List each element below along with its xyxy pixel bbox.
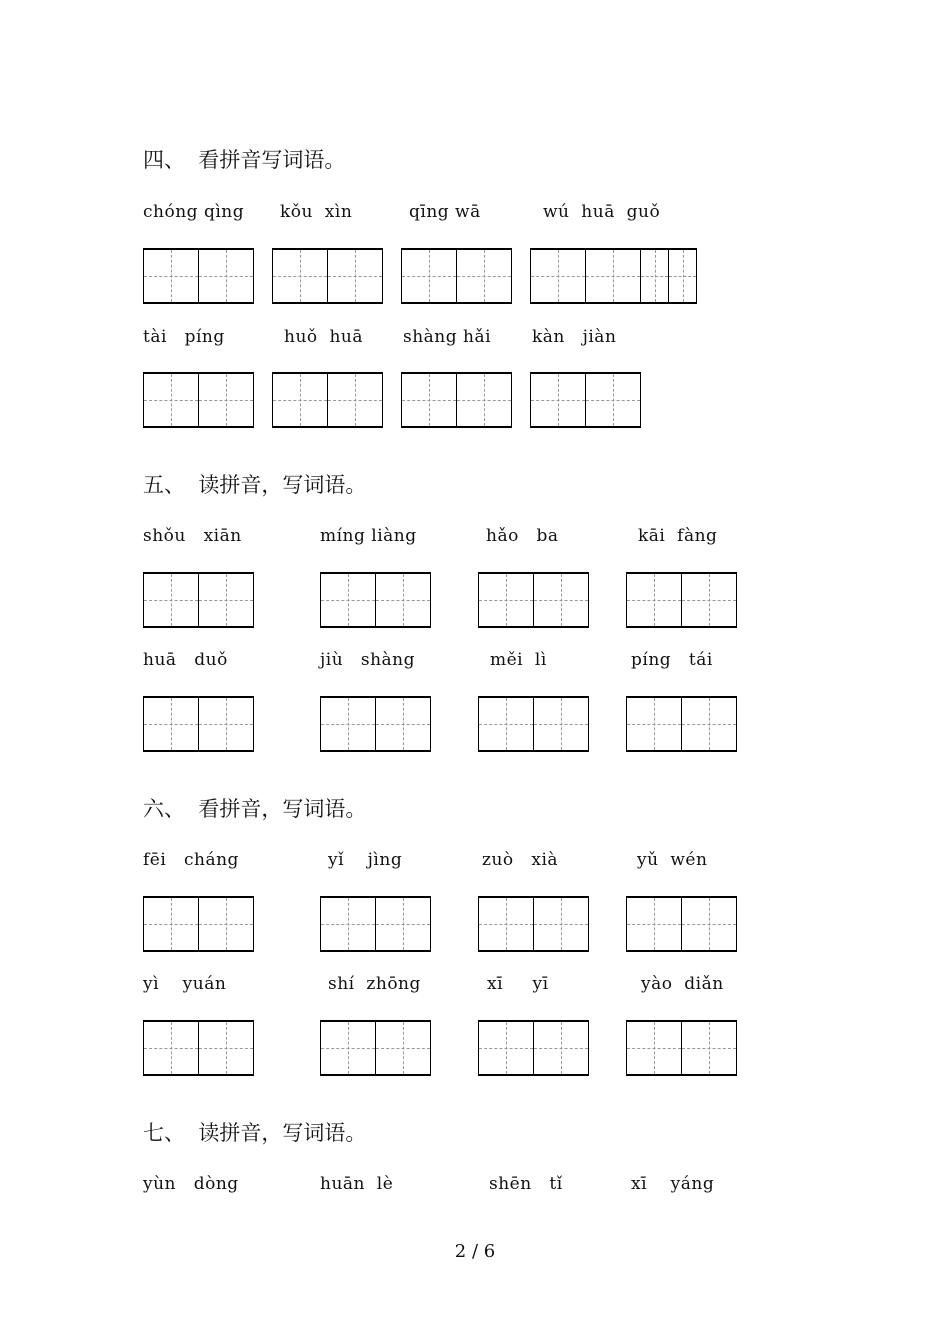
writing-box-s6-r1-4[interactable] (626, 896, 737, 952)
pinyin-s5-r2-4: píng tái (631, 650, 713, 670)
writing-cell[interactable] (531, 248, 586, 304)
pinyin-s5-r1-3: hǎo ba (486, 526, 559, 546)
section-number: 六、 (143, 797, 185, 821)
writing-cell[interactable] (534, 696, 588, 752)
writing-cell[interactable] (457, 248, 511, 304)
writing-cell[interactable] (682, 896, 736, 952)
section-title: 看拼音，写词语。 (198, 797, 367, 821)
writing-cell[interactable] (144, 572, 199, 628)
writing-cell[interactable] (144, 696, 199, 752)
writing-cell[interactable] (682, 696, 736, 752)
writing-cell[interactable] (321, 572, 376, 628)
writing-cell[interactable] (586, 248, 641, 304)
writing-cell[interactable] (479, 572, 534, 628)
pinyin-s4-r2-3: shàng hǎi (403, 327, 492, 347)
writing-cell[interactable] (627, 696, 682, 752)
writing-box-s5-r2-4[interactable] (626, 696, 737, 752)
section-number: 五、 (143, 473, 185, 497)
pinyin-s4-r1-3: qīng wā (409, 202, 481, 222)
pinyin-s7-r1-2: huān lè (320, 1174, 394, 1194)
writing-box-s5-r2-3[interactable] (478, 696, 589, 752)
writing-box-s5-r1-4[interactable] (626, 572, 737, 628)
writing-box-s4-r1-4[interactable] (530, 248, 697, 304)
writing-cell[interactable] (376, 572, 430, 628)
writing-cell[interactable] (534, 572, 588, 628)
writing-box-s5-r2-2[interactable] (320, 696, 431, 752)
writing-box-s4-r1-2[interactable] (272, 248, 383, 304)
pinyin-s5-r1-1: shǒu xiān (143, 526, 242, 546)
writing-cell[interactable] (534, 896, 588, 952)
writing-cell[interactable] (199, 696, 253, 752)
pinyin-s4-r2-4: kàn jiàn (532, 327, 617, 347)
writing-cell[interactable] (669, 248, 696, 304)
section-7-heading (143, 1121, 366, 1145)
writing-box-s4-r2-4[interactable] (530, 372, 641, 428)
pinyin-s6-r1-4: yǔ wén (637, 850, 708, 870)
writing-cell[interactable] (199, 248, 253, 304)
pinyin-s4-r1-1: chóng qìng (143, 202, 245, 222)
writing-cell[interactable] (376, 1020, 430, 1076)
section-number: 四、 (143, 148, 185, 172)
writing-cell[interactable] (144, 372, 199, 428)
writing-box-s5-r1-1[interactable] (143, 572, 254, 628)
pinyin-s6-r2-2: shí zhōng (328, 974, 421, 994)
writing-cell[interactable] (328, 248, 382, 304)
writing-cell[interactable] (321, 1020, 376, 1076)
section-number: 七、 (143, 1121, 185, 1145)
section-title: 读拼音，写词语。 (198, 473, 367, 497)
writing-box-s6-r1-2[interactable] (320, 896, 431, 952)
writing-cell[interactable] (199, 896, 253, 952)
writing-cell[interactable] (376, 896, 430, 952)
writing-box-s6-r2-2[interactable] (320, 1020, 431, 1076)
pinyin-s4-r1-4: wú huā guǒ (543, 202, 661, 222)
writing-box-s4-r2-1[interactable] (143, 372, 254, 428)
pinyin-s5-r1-4: kāi fàng (638, 526, 718, 546)
writing-cell[interactable] (479, 896, 534, 952)
pinyin-s7-r1-3: shēn tǐ (489, 1174, 563, 1194)
writing-box-s6-r2-1[interactable] (143, 1020, 254, 1076)
pinyin-s7-r1-4: xī yáng (631, 1174, 715, 1194)
section-4-heading (143, 148, 345, 172)
writing-box-s4-r2-3[interactable] (401, 372, 512, 428)
writing-box-s6-r1-1[interactable] (143, 896, 254, 952)
pinyin-s7-r1-1: yùn dòng (143, 1174, 239, 1194)
writing-cell[interactable] (479, 696, 534, 752)
pinyin-s6-r1-2: yǐ jìng (328, 850, 403, 870)
writing-box-s6-r2-4[interactable] (626, 1020, 737, 1076)
writing-cell[interactable] (321, 896, 376, 952)
writing-cell[interactable] (531, 372, 586, 428)
writing-cell[interactable] (199, 572, 253, 628)
writing-cell[interactable] (199, 372, 253, 428)
writing-box-s5-r1-2[interactable] (320, 572, 431, 628)
writing-cell[interactable] (627, 1020, 682, 1076)
writing-cell[interactable] (402, 248, 457, 304)
pinyin-s5-r1-2: míng liàng (320, 526, 417, 546)
pinyin-s4-r2-2: huǒ huā (284, 327, 363, 347)
writing-cell[interactable] (328, 372, 382, 428)
section-title: 读拼音，写词语。 (198, 1121, 367, 1145)
writing-cell[interactable] (273, 372, 328, 428)
writing-cell[interactable] (457, 372, 511, 428)
pinyin-s6-r2-4: yào diǎn (641, 974, 724, 994)
writing-cell[interactable] (586, 372, 640, 428)
writing-cell[interactable] (144, 896, 199, 952)
section-title: 看拼音写词语。 (198, 148, 346, 172)
writing-cell[interactable] (627, 572, 682, 628)
writing-box-s4-r1-1[interactable] (143, 248, 254, 304)
page-number: 2 / 6 (454, 1241, 496, 1262)
pinyin-s6-r1-1: fēi cháng (143, 850, 239, 870)
pinyin-s6-r1-3: zuò xià (482, 850, 559, 870)
writing-cell[interactable] (144, 1020, 199, 1076)
writing-box-s5-r2-1[interactable] (143, 696, 254, 752)
pinyin-s4-r2-1: tài píng (143, 327, 225, 347)
writing-cell[interactable] (321, 696, 376, 752)
writing-box-s6-r1-3[interactable] (478, 896, 589, 952)
writing-box-s4-r2-2[interactable] (272, 372, 383, 428)
writing-cell[interactable] (479, 1020, 534, 1076)
pinyin-s5-r2-3: měi lì (490, 650, 547, 670)
writing-cell[interactable] (144, 248, 199, 304)
writing-cell[interactable] (402, 372, 457, 428)
writing-box-s6-r2-3[interactable] (478, 1020, 589, 1076)
writing-box-s5-r1-3[interactable] (478, 572, 589, 628)
writing-cell[interactable] (534, 1020, 588, 1076)
pinyin-s6-r2-1: yì yuán (143, 974, 227, 994)
pinyin-s5-r2-2: jiù shàng (320, 650, 416, 670)
writing-box-s4-r1-3[interactable] (401, 248, 512, 304)
writing-cell[interactable] (682, 1020, 736, 1076)
pinyin-s5-r2-1: huā duǒ (143, 650, 228, 670)
pinyin-s6-r2-3: xī yī (487, 974, 549, 994)
section-5-heading (143, 473, 366, 497)
pinyin-s4-r1-2: kǒu xìn (280, 202, 353, 222)
section-6-heading (143, 797, 366, 821)
writing-cell[interactable] (627, 896, 682, 952)
writing-cell[interactable] (273, 248, 328, 304)
writing-cell[interactable] (682, 572, 736, 628)
writing-cell[interactable] (376, 696, 430, 752)
writing-cell[interactable] (199, 1020, 253, 1076)
writing-cell[interactable] (641, 248, 669, 304)
